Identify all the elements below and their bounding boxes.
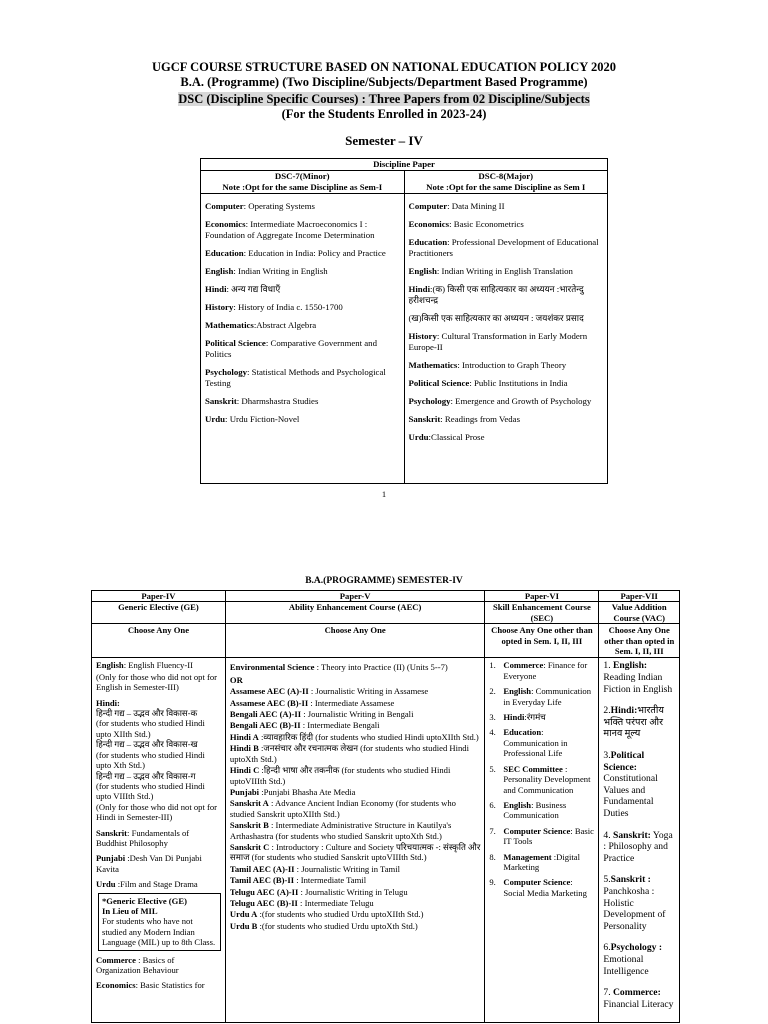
aec-item-label: Sanskrit B bbox=[229, 820, 269, 831]
sec-item-label: Hindi bbox=[503, 712, 525, 723]
vac-item-label: Psychology : bbox=[610, 942, 663, 954]
subject-label: Computer bbox=[205, 201, 244, 211]
dsc-major-item bbox=[409, 378, 604, 389]
ge-economics bbox=[96, 980, 221, 990]
sec-item-body bbox=[503, 800, 594, 821]
vac-item-number: 1. bbox=[603, 660, 613, 672]
aec-item-label: Sanskrit A bbox=[229, 798, 269, 809]
aec-item bbox=[230, 765, 480, 786]
aec-item-course: :(for students who studied Urdu uptoXIIth Std.) bbox=[257, 909, 424, 920]
sec-item-number: 3. bbox=[489, 712, 496, 723]
aec-item bbox=[230, 686, 480, 696]
vac-item-number: 6. bbox=[603, 942, 611, 954]
sec-item-number: 9. bbox=[489, 877, 496, 888]
subject-label: History bbox=[205, 302, 234, 312]
aec-item bbox=[230, 875, 480, 885]
paper-iv-head bbox=[92, 591, 226, 602]
ge-hindi-head: Hindi: bbox=[96, 697, 120, 708]
aec-item bbox=[230, 675, 480, 685]
paper-vii-head bbox=[599, 591, 680, 602]
course-title: : Professional Development of Educational Practitioners bbox=[408, 237, 599, 258]
subject-label: Sanskrit bbox=[205, 396, 237, 406]
aec-item bbox=[230, 698, 480, 708]
ge-economics-course: : Basic Statistics for bbox=[135, 980, 205, 991]
dsc-minor-item bbox=[205, 302, 400, 313]
doc-title: UGCF COURSE STRUCTURE BASED ON NATIONAL EDUCATION POLICY 2020 bbox=[152, 60, 616, 74]
vac-item-course: Constitutional Values and Fundamental Duties bbox=[603, 773, 658, 819]
ge-commerce bbox=[96, 955, 221, 976]
ge-hindi-b-note: (for students who studied Hindi upto Xth Std.) bbox=[96, 749, 205, 771]
aec-item-course: : Intermediate Administrative Structure in Kautilya's Arthashastra (for students who studied Sanskrit uptoXth Std.) bbox=[229, 820, 452, 841]
dsc-minor-item bbox=[205, 284, 400, 295]
aec-item-course: :हिन्दी भाषा और तकनीक (for students who studied Hindi uptoVIIIth Std.) bbox=[229, 765, 451, 786]
aec-item-label: Telugu AEC (A)-II bbox=[229, 886, 299, 897]
dsc-major-item bbox=[409, 219, 604, 230]
subject-label: Hindi bbox=[408, 284, 431, 294]
course-title: : Statistical Methods and Psychological Testing bbox=[205, 367, 386, 388]
sec-item-label: Education bbox=[503, 727, 542, 738]
vac-item-course: Financial Literacy bbox=[603, 998, 674, 1010]
vac-item-number: 5. bbox=[603, 874, 611, 886]
subject-label: Urdu bbox=[205, 414, 226, 424]
aec-item bbox=[230, 898, 480, 908]
dsc-minor-item bbox=[205, 396, 400, 407]
aec-item bbox=[230, 921, 480, 931]
dsc-minor-item bbox=[205, 338, 400, 360]
sec-item-course: : Finance for Everyone bbox=[503, 660, 588, 681]
ge-english-course: : English Fluency-II bbox=[123, 660, 193, 671]
subject-label: Mathematics bbox=[408, 360, 458, 370]
enrolment-note: (For the Students Enrolled in 2023-24) bbox=[281, 107, 487, 121]
aec-item-course: : Intermediate Telugu bbox=[297, 897, 374, 908]
dsc-minor-item bbox=[205, 367, 400, 389]
sec-item bbox=[489, 800, 594, 821]
sec-item-body bbox=[503, 660, 594, 681]
dsc-major-item bbox=[409, 313, 604, 324]
aec-item-label: Bengali AEC (B)-II bbox=[229, 720, 301, 731]
dsc-minor-item bbox=[205, 414, 400, 425]
sec-item-number: 4. bbox=[489, 727, 496, 738]
subject-label: English bbox=[408, 266, 437, 276]
course-title: : Education in India: Policy and Practice bbox=[243, 248, 386, 258]
ge-english-note: (Only for those who did not opt for English in Semester-III) bbox=[96, 671, 218, 693]
course-title: : Urdu Fiction-Novel bbox=[225, 414, 300, 424]
aec-item-course: : Introductory : Culture and Society परिचयात्मक -: संस्कृति और समाज (for students who studied Sanskrit uptoVIIIth Std.) bbox=[229, 841, 481, 863]
aec-item-label: Sanskrit C bbox=[229, 841, 270, 852]
vac-item-label: Sanskrit: bbox=[613, 829, 651, 841]
subject-label: Political Science bbox=[205, 338, 266, 348]
vac-item bbox=[603, 874, 675, 932]
course-title: : Intermediate Macroeconomics I : Foundation of Aggregate Income Determination bbox=[205, 219, 375, 240]
ge-mil-head: *Generic Elective (GE) bbox=[102, 895, 187, 906]
ge-choose: Choose Any One bbox=[92, 624, 226, 658]
subject-label: Political Science bbox=[408, 378, 470, 388]
aec-item bbox=[230, 662, 480, 672]
paper-vi-label: Paper-VI bbox=[524, 591, 559, 601]
sem4-title: B.A.(PROGRAMME) SEMESTER-IV bbox=[305, 576, 463, 586]
aec-item-label: OR bbox=[229, 674, 243, 685]
aec-item-course: :व्यावहारिक हिंदी (for students who studied Hindi uptoXIIth Std.) bbox=[258, 731, 479, 742]
sec-item bbox=[489, 727, 594, 758]
sec-item bbox=[489, 877, 594, 898]
course-title: : Public Institutions in India bbox=[469, 378, 568, 388]
aec-item-label: Assamese AEC (B)-II bbox=[229, 697, 309, 708]
ge-hindi-c-note2: (Only for those who did not opt for Hindi in Semester-III) bbox=[96, 801, 218, 823]
vac-item-label: Political Science: bbox=[603, 750, 645, 773]
dsc-major-head bbox=[404, 171, 608, 194]
subject-label: Hindi bbox=[205, 284, 227, 294]
sec-item-number: 1. bbox=[489, 660, 496, 671]
sec-list bbox=[485, 658, 599, 1023]
subject-label: English bbox=[205, 266, 234, 276]
sec-item-number: 6. bbox=[489, 799, 496, 810]
aec-item-course: : Journalistic Writing in Assamese bbox=[308, 686, 429, 697]
aec-item-label: Urdu A bbox=[229, 909, 258, 920]
dsc-major-item bbox=[409, 266, 604, 277]
semester-title: Semester – IV bbox=[345, 133, 423, 148]
sec-item-course: : Basic IT Tools bbox=[503, 825, 594, 847]
vac-item bbox=[603, 705, 675, 740]
dsc-major-label: DSC-8(Major) bbox=[478, 171, 534, 181]
sec-item-body bbox=[503, 826, 594, 847]
course-title: : Readings from Vedas bbox=[440, 414, 521, 424]
dsc-minor-note: Note :Opt for the same Discipline as Sem-I bbox=[222, 182, 383, 192]
aec-item bbox=[230, 842, 480, 863]
aec-item-label: Hindi A bbox=[229, 731, 259, 742]
sec-item bbox=[489, 852, 594, 873]
aec-item-course: : Theory into Practice (II) (Units 5--7) bbox=[314, 662, 448, 673]
dsc-minor-list bbox=[201, 194, 405, 484]
dsc-minor-head bbox=[201, 171, 405, 194]
sec-item-course: : Business Communication bbox=[503, 799, 567, 821]
aec-item bbox=[230, 887, 480, 897]
course-title: : History of India c. 1550-1700 bbox=[233, 302, 343, 312]
sec-item-body bbox=[503, 852, 594, 873]
ge-list bbox=[92, 658, 226, 1023]
paper-v-label: Paper-V bbox=[339, 591, 371, 601]
aec-item-course: : Journalistic Writing in Telugu bbox=[298, 886, 408, 897]
aec-item bbox=[230, 720, 480, 730]
course-title: (ख)किसी एक साहित्यकार का अध्ययन : जयशंकर प्रसाद bbox=[408, 313, 584, 323]
ge-punjabi bbox=[96, 853, 221, 874]
aec-type: Ability Enhancement Course (AEC) bbox=[225, 602, 484, 624]
course-title: : Emergence and Growth of Psychology bbox=[450, 396, 592, 406]
ge-sanskrit-label: Sanskrit bbox=[96, 827, 128, 838]
ge-urdu-label: Urdu bbox=[96, 879, 116, 890]
aec-item bbox=[230, 820, 480, 841]
ge-mil-note: For students who have not studied any Modern Indian Language (MIL) up to 8th Class. bbox=[102, 916, 216, 948]
aec-item-course: : Journalistic Writing in Tamil bbox=[294, 863, 400, 874]
aec-item bbox=[230, 709, 480, 719]
vac-item bbox=[603, 660, 675, 695]
sec-item-label: Computer Science bbox=[503, 825, 571, 836]
aec-item-label: Environmental Science bbox=[229, 662, 315, 673]
vac-item-number: 2. bbox=[603, 705, 611, 717]
sec-item bbox=[489, 826, 594, 847]
aec-item bbox=[230, 798, 480, 819]
ge-mil-sub: In Lieu of MIL bbox=[102, 905, 158, 916]
subject-label: Mathematics bbox=[205, 320, 254, 330]
dsc-minor-item bbox=[205, 219, 400, 241]
dsc-major-item bbox=[409, 331, 604, 353]
course-title: :Abstract Algebra bbox=[253, 320, 317, 330]
subject-label: Psychology bbox=[205, 367, 248, 377]
course-title: :(क) किसी एक साहित्यकार का अध्ययन :भारतेन्दु हरीशचन्द्र bbox=[408, 284, 584, 305]
paper-iv-label: Paper-IV bbox=[141, 591, 176, 601]
sec-item-body bbox=[503, 686, 594, 707]
vac-item-label: Commerce: bbox=[613, 987, 661, 999]
dsc-minor-item bbox=[205, 248, 400, 259]
aec-item-course: : Advance Ancient Indian Economy (for students who studied Sanskrit uptoXIIth Std.) bbox=[229, 798, 456, 819]
dsc-major-item bbox=[409, 432, 604, 443]
sec-type: Skill Enhancement Course (SEC) bbox=[485, 602, 599, 624]
sec-item-course: : Personality Development and Communication bbox=[503, 763, 591, 795]
vac-list bbox=[599, 658, 680, 1023]
vac-item bbox=[603, 942, 675, 977]
dsc-major-item bbox=[409, 201, 604, 212]
aec-item-course: : Intermediate Assamese bbox=[308, 697, 395, 708]
ge-hindi-c: हिन्दी गद्य – उद्भव और विकास-ग bbox=[96, 770, 196, 781]
aec-item-label: Tamil AEC (B)-II bbox=[229, 875, 295, 886]
dsc-minor-label: DSC-7(Minor) bbox=[274, 171, 330, 181]
aec-list bbox=[225, 658, 484, 1023]
aec-item bbox=[230, 864, 480, 874]
ge-mil-box bbox=[98, 893, 221, 951]
aec-item-course: :Punjabi Bhasha Ate Media bbox=[259, 786, 356, 797]
subject-label: Psychology bbox=[408, 396, 451, 406]
subject-label: History bbox=[408, 331, 437, 341]
vac-item bbox=[603, 830, 675, 865]
sec-item bbox=[489, 764, 594, 795]
ge-hindi-a-note: (for students who studied Hindi upto XIIth Std.) bbox=[96, 718, 205, 739]
aec-item-label: Hindi B bbox=[229, 743, 259, 754]
sec-item-course: :Digital Marketing bbox=[503, 851, 580, 872]
aec-item-course: : Journalistic Writing in Bengali bbox=[301, 709, 414, 720]
ge-commerce-label: Commerce bbox=[96, 954, 136, 965]
ge-hindi-b: हिन्दी गद्य – उद्भव और विकास-ख bbox=[96, 739, 198, 750]
dsc-minor-item bbox=[205, 320, 400, 331]
vac-item-label: Hindi: bbox=[610, 705, 638, 717]
vac-choose: Choose Any One other than opted in Sem. I, II, III bbox=[599, 624, 680, 658]
aec-choose: Choose Any One bbox=[225, 624, 484, 658]
vac-type: Value Addition Course (VAC) bbox=[599, 602, 680, 624]
sec-item bbox=[489, 660, 594, 681]
sec-item-course: : Communication in Professional Life bbox=[503, 727, 568, 759]
subject-label: Education bbox=[408, 237, 448, 247]
paper-vi-head bbox=[485, 591, 599, 602]
dsc-major-note: Note :Opt for the same Discipline as Sem I bbox=[426, 182, 586, 192]
dsc-minor-item bbox=[205, 201, 400, 212]
sec-item-body bbox=[503, 727, 594, 758]
aec-item bbox=[230, 743, 480, 764]
sec-item-body bbox=[503, 877, 594, 898]
ge-english-label: English bbox=[96, 660, 124, 671]
aec-item bbox=[230, 732, 480, 742]
aec-item-course: :(for students who studied Urdu uptoXth Std.) bbox=[257, 920, 418, 931]
aec-item-label: Assamese AEC (A)-II bbox=[229, 686, 309, 697]
doc-subtitle: B.A. (Programme) (Two Discipline/Subjects/Department Based Programme) bbox=[180, 75, 588, 89]
subject-label: Economics bbox=[408, 219, 450, 229]
sec-item-label: English bbox=[503, 686, 532, 697]
dsc-heading bbox=[0, 92, 768, 107]
dsc-heading-text: DSC (Discipline Specific Courses) : Three Papers from 02 Discipline/Subjects bbox=[178, 92, 590, 106]
dsc-major-item bbox=[409, 414, 604, 425]
ge-sanskrit bbox=[96, 828, 221, 849]
course-title: :Classical Prose bbox=[428, 432, 485, 442]
sec-item-body bbox=[503, 764, 594, 795]
course-title: : Comparative Government and Politics bbox=[205, 338, 377, 359]
ge-type: Generic Elective (GE) bbox=[92, 602, 226, 624]
ge-hindi-a: हिन्दी गद्य – उद्भव और विकास-क bbox=[96, 708, 198, 719]
vac-item-number: 3. bbox=[603, 750, 611, 761]
vac-item-course: भारतीय भक्ति परंपरा और मानव मूल्य bbox=[603, 705, 664, 740]
sec-item-label: Commerce bbox=[503, 660, 544, 671]
sec-item-course: : Social Media Marketing bbox=[503, 877, 587, 898]
course-title: : Indian Writing in English bbox=[233, 266, 328, 276]
ge-urdu-course: :Film and Stage Drama bbox=[115, 879, 198, 890]
page-number: 1 bbox=[381, 489, 387, 499]
sec-item bbox=[489, 712, 594, 722]
ge-sanskrit-course: : Fundamentals of Buddhist Philosophy bbox=[96, 827, 190, 848]
sec-item-number: 5. bbox=[489, 763, 496, 774]
aec-item-label: Urdu B bbox=[229, 920, 258, 931]
dsc-minor-item bbox=[205, 266, 400, 277]
subject-label: Urdu bbox=[408, 432, 429, 442]
ge-economics-label: Economics bbox=[96, 980, 136, 991]
aec-item-label: Telugu AEC (B)-II bbox=[229, 897, 298, 908]
aec-item bbox=[230, 787, 480, 797]
aec-item-course: : Intermediate Bengali bbox=[300, 720, 380, 731]
aec-item-label: Punjabi bbox=[229, 786, 260, 797]
vac-item-label: English: bbox=[613, 660, 648, 672]
aec-item bbox=[230, 909, 480, 919]
aec-item-course: :जनसंचार और रचनात्मक लेखन (for students who studied Hindi uptoXth Std.) bbox=[229, 743, 469, 764]
dsc-major-list bbox=[404, 194, 608, 484]
aec-item-label: Tamil AEC (A)-II bbox=[229, 863, 295, 874]
dsc-major-item bbox=[409, 237, 604, 259]
sec-item-number: 8. bbox=[489, 851, 496, 862]
aec-item-label: Hindi C bbox=[229, 765, 260, 776]
course-title: : अन्य गद्य विधाएँ bbox=[226, 284, 281, 294]
sec-item-label: English bbox=[503, 799, 532, 810]
sem4-table bbox=[91, 590, 680, 1023]
course-title: : Operating Systems bbox=[243, 201, 315, 211]
ge-punjabi-course: :Desh Van Di Punjabi Kavita bbox=[96, 853, 202, 874]
ge-punjabi-label: Punjabi bbox=[96, 853, 126, 864]
course-title: : Cultural Transformation in Early Modern Europe-II bbox=[408, 331, 588, 352]
aec-item-label: Bengali AEC (A)-II bbox=[229, 709, 302, 720]
course-title: : Introduction to Graph Theory bbox=[457, 360, 567, 370]
dsc-major-item bbox=[409, 396, 604, 407]
vac-item-course: Reading Indian Fiction in English bbox=[603, 672, 673, 695]
subject-label: Education bbox=[205, 248, 244, 258]
vac-item-number: 7. bbox=[603, 987, 613, 999]
sec-item-body bbox=[503, 712, 594, 722]
course-title: : Indian Writing in English Translation bbox=[436, 266, 573, 276]
subject-label: Computer bbox=[408, 201, 448, 211]
sec-item-number: 7. bbox=[489, 825, 496, 836]
ge-commerce-course: : Basics of Organization Behaviour bbox=[96, 954, 179, 975]
ge-english bbox=[96, 660, 221, 670]
vac-item-course: Emotional Intelligence bbox=[603, 953, 649, 977]
dsc-table bbox=[200, 158, 608, 484]
vac-item bbox=[603, 750, 675, 820]
subject-label: Sanskrit bbox=[408, 414, 441, 424]
sec-item-course: : Communication in Everyday Life bbox=[503, 686, 592, 707]
course-title: : Basic Econometrics bbox=[449, 219, 524, 229]
ge-hindi-c-note: (for students who studied Hindi upto VIIIth Std.) bbox=[96, 780, 205, 802]
dsc-major-item bbox=[409, 360, 604, 371]
sec-item-label: Computer Science bbox=[503, 877, 571, 888]
vac-item-course: Yoga : Philosophy and Practice bbox=[603, 829, 673, 864]
paper-vii-label: Paper-VII bbox=[620, 591, 658, 601]
sec-item-number: 2. bbox=[489, 686, 496, 697]
dsc-major-item bbox=[409, 284, 604, 306]
sec-item-label: SEC Committee bbox=[503, 763, 563, 774]
subject-label: Economics bbox=[205, 219, 246, 229]
paper-v-head bbox=[225, 591, 484, 602]
course-title: : Dharmshastra Studies bbox=[236, 396, 319, 406]
vac-item-course: Panchkosha : Holistic Development of Personality bbox=[603, 885, 666, 932]
course-title: : Data Mining II bbox=[447, 201, 505, 211]
sec-item-label: Management bbox=[503, 851, 552, 862]
aec-item-course: : Intermediate Tamil bbox=[294, 875, 367, 886]
vac-item-label: Sanskrit : bbox=[610, 874, 651, 886]
sec-item-course: :रंगमंच bbox=[524, 712, 546, 723]
sec-choose: Choose Any One other than opted in Sem. I, II, III bbox=[485, 624, 599, 658]
vac-item-number: 4. bbox=[603, 829, 613, 841]
vac-item bbox=[603, 987, 675, 1010]
ge-urdu bbox=[96, 879, 221, 889]
sec-item bbox=[489, 686, 594, 707]
dsc-table-title: Discipline Paper bbox=[201, 159, 608, 171]
